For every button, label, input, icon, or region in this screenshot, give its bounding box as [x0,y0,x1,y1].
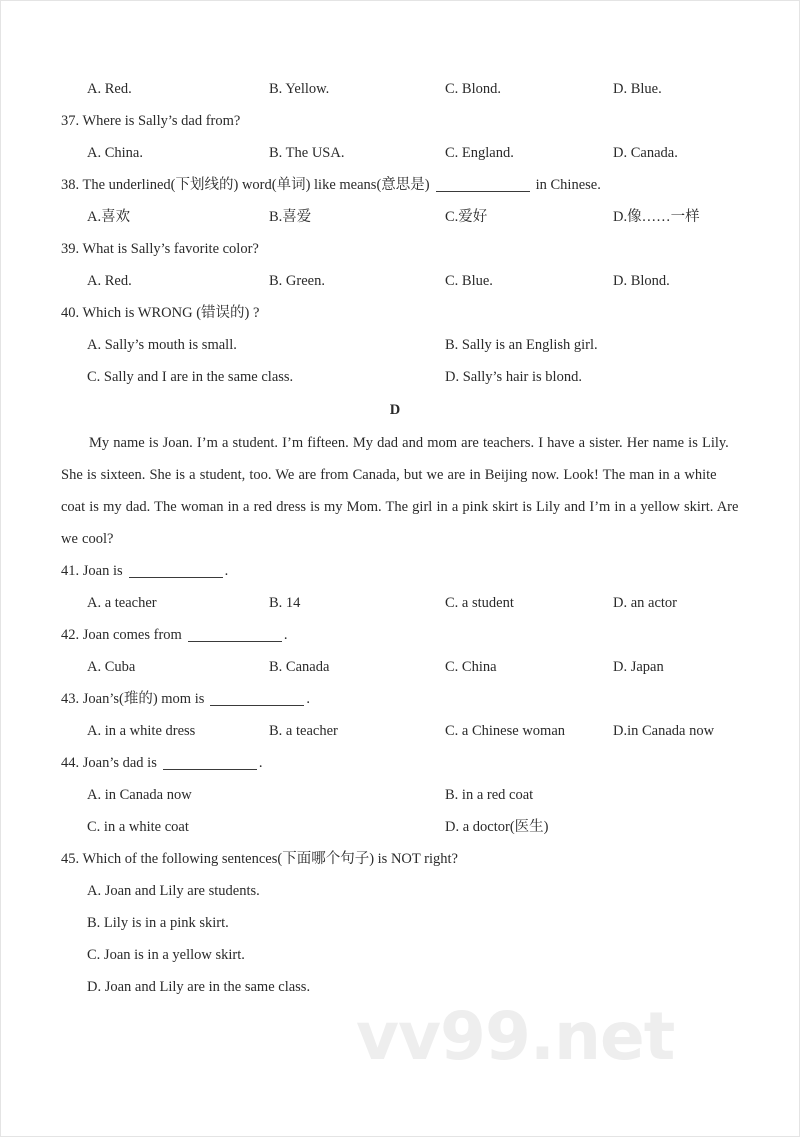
question-40-stem: 40. Which is WRONG (错误的) ? [61,304,260,321]
option-b[interactable]: B. The USA. [269,144,345,161]
option-d[interactable]: D. Blond. [613,272,670,289]
option-d[interactable]: D. a doctor(医生) [445,818,549,835]
option-d[interactable]: D. Canada. [613,144,678,161]
option-c[interactable]: C. Joan is in a yellow skirt. [87,946,245,963]
option-b[interactable]: B. Lily is in a pink skirt. [87,914,229,931]
question-44-stem [61,747,747,779]
option-a[interactable]: A.喜欢 [87,208,131,225]
option-b[interactable]: B. 14 [269,594,301,611]
option-c[interactable]: C. Blue. [445,272,493,289]
question-41-stem-period: . [224,562,229,579]
option-a[interactable]: A. Joan and Lily are students. [87,882,260,899]
option-b[interactable]: B. in a red coat [445,786,534,803]
question-44-options-row2 [61,811,747,843]
option-c[interactable]: C. England. [445,144,514,161]
question-42-options [61,651,747,683]
question-37-options [61,137,747,169]
option-a[interactable]: A. Red. [87,272,132,289]
question-40-options-row2 [61,361,747,393]
question-38-stem-text-before: 38. The underlined(下划线的) word(单词) like means(意思是) [61,176,430,193]
question-42-stem-period: . [283,626,288,643]
site-watermark: vv99.net [356,998,675,1075]
option-d[interactable]: D. Blue. [613,80,662,97]
option-c[interactable]: C. in a white coat [87,818,189,835]
option-d[interactable]: D. Japan [613,658,664,675]
question-41-stem-text: 41. Joan is [61,562,123,579]
option-c[interactable]: C. Sally and I are in the same class. [87,368,294,385]
question-39-stem: 39. What is Sally’s favorite color? [61,240,259,257]
question-43-stem-text: 43. Joan’s(琟的) mom is [61,690,205,707]
option-b[interactable]: B. Green. [269,272,325,289]
question-40-options-row1 [61,329,747,361]
answer-blank[interactable] [163,756,257,769]
section-letter-d: D [389,401,401,418]
question-43-options [61,715,747,747]
reading-passage-d: My name is Joan. I’m a student. I’m fifteen. My dad and mom are teachers. I have a sister. Her name is Lily. She is sixteen. She is a student, too. We are from Canada, but we are in Beijing now. Look! The man in a white coat is my dad. The woman in a red dress is my Mom. The girl in a pink skirt is Lily and I’m in a yellow skirt. Are we cool? [61,435,739,547]
question-39-options [61,265,747,297]
question-45-stem: 45. Which of the following sentences(下面哪个句子) is NOT right? [61,850,458,867]
question-44-stem-period: . [258,754,263,771]
option-d[interactable]: D. an actor [613,594,678,611]
question-45-option-d-row [61,971,747,1003]
question-42-stem-text: 42. Joan comes from [61,626,182,643]
option-d[interactable]: D.像……一样 [613,208,700,225]
question-43-stem [61,683,747,715]
option-c[interactable]: C. China [445,658,497,675]
option-b[interactable]: B. Canada [269,658,330,675]
answer-blank[interactable] [188,628,282,641]
option-c[interactable]: C. a student [445,594,514,611]
question-38-stem-text-after: in Chinese. [535,176,601,193]
question-42-stem [61,619,747,651]
option-a[interactable]: A. China. [87,144,143,161]
option-b[interactable]: B. Yellow. [269,80,330,97]
option-a[interactable]: A. in Canada now [87,786,192,803]
question-45-option-b-row [61,907,747,939]
question-38-options [61,201,747,233]
option-d[interactable]: D. Joan and Lily are in the same class. [87,978,311,995]
option-b[interactable]: B. Sally is an English girl. [445,336,598,353]
page-content [61,73,747,1003]
question-38-stem [61,169,747,201]
option-d[interactable]: D. Sally’s hair is blond. [445,368,582,385]
page-sheet [1,1,799,1136]
option-c[interactable]: C.爱好 [445,208,488,225]
question-41-options [61,587,747,619]
option-a[interactable]: A. Red. [87,80,132,97]
option-a[interactable]: A. Cuba [87,658,136,675]
question-45-option-c-row [61,939,747,971]
question-41-stem [61,555,747,587]
option-a[interactable]: A. a teacher [87,594,157,611]
option-b[interactable]: B.喜爱 [269,208,312,225]
question-44-stem-text: 44. Joan’s dad is [61,754,157,771]
option-b[interactable]: B. a teacher [269,722,338,739]
option-a[interactable]: A. in a white dress [87,722,196,739]
question-44-options-row1 [61,779,747,811]
question-37-stem: 37. Where is Sally’s dad from? [61,112,241,129]
option-a[interactable]: A. Sally’s mouth is small. [87,336,237,353]
question-45-option-a-row [61,875,747,907]
question-43-stem-period: . [306,690,311,707]
answer-blank[interactable] [436,178,530,191]
answer-blank[interactable] [210,692,304,705]
answer-blank[interactable] [129,564,223,577]
question-36-options [61,73,747,105]
option-c[interactable]: C. a Chinese woman [445,722,566,739]
option-d[interactable]: D.in Canada now [613,722,715,739]
option-c[interactable]: C. Blond. [445,80,501,97]
